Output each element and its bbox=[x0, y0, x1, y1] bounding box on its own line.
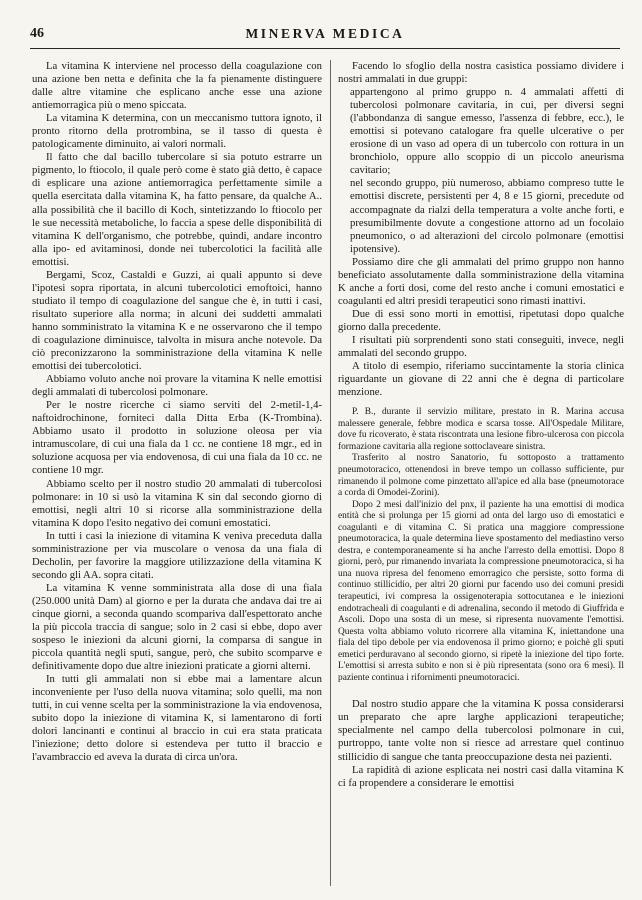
paragraph: Il fatto che dal bacillo tubercolare si sia potuto estrarre un pigmento, lo ftiocolo, il quale però come è stato già detto, è capace di esplicare una azione antiemorragica perfettamente simile a quella esercitata dalla vitamina K, ha fatto pensare, da qualche A.. alla possibilità che il bacillo di Koch, sintetizzando lo ftiocolo per le sue necessità metaboliche, lo faccia a spese delle disponibilità di vitamina K dell'organismo, che potrebbe, quindi, andare incontro alla ipo- ed avitaminosi, donde nei tubercolotici la facilità alle emottisi. bbox=[32, 151, 322, 268]
case-report-paragraph: Dopo 2 mesi dall'inizio del pnx, il paziente ha una emottisi di modica entità che si prolunga per 15 giorni ad onta del largo uso di emostatici e coagulanti e di vitamina C. Si pratica una maggiore compressione pneumotoracica, la quale determina lieve spostamento del mediastino verso destra, e contemporaneamente si ha anche l'arresto della emottisi. Dopo 8 giorni, però, pur rimanendo invariata la compressione pneumotoracica, si ha una nuova ripresa del fenomeno emorragico che persiste, sotto forma di continuo stillicidio, per altri 20 giorni pur facendo uso dei comuni presidi terapeutici, ivi compresa la ossigenoterapia sottocutanea e le iniezioni endotracheali di coagulanti e di adrenalina, secondo il metodo di Giuffrida e Ascoli. Dopo una sosta di un mese, si ripresenta nuovamente l'emottisi. Questa volta abbiamo voluto ricorrere alla vitamina K, iniettandone una fiala del tipo debole per via endovenosa il primo giorno; e poichè gli sputi emetici perduravano al secondo giorno, si ripetè la iniezione del tipo forte. L'emottisi si arresta subito e non si è più ripresentata (sono ora 6 mesi). Il paziente continua i rifornimenti pneumotoracici. bbox=[338, 499, 624, 683]
paragraph: Abbiamo voluto anche noi provare la vitamina K nelle emottisi degli ammalati di tubercolosi polmonare. bbox=[32, 373, 322, 399]
paragraph: La vitamina K interviene nel processo della coagulazione con una azione ben netta e definita che la fa pienamente distinguere dalle altre vitamine che esplicano anche esse una azione antiemorragica più o meno spiccata. bbox=[32, 60, 322, 112]
paragraph: Facendo lo sfoglio della nostra casistica possiamo dividere i nostri ammalati in due gruppi: bbox=[338, 60, 624, 86]
paragraph: In tutti i casi la iniezione di vitamina K veniva preceduta dalla somministrazione per via muscolare o venosa da una fiala di Decholin, per favorire la maggiore utilizzazione della vitamina K secondo gli AA. sopra citati. bbox=[32, 529, 322, 581]
paragraph: A titolo di esempio, riferiamo succintamente la storia clinica riguardante un giovane di 22 anni che è degna di particolare menzione. bbox=[338, 360, 624, 399]
conclusion-paragraph: La rapidità di azione esplicata nei nostri casi dalla vitamina K ci fa propendere a considerare le emottisi bbox=[338, 763, 624, 789]
paragraph: Bergami, Scoz, Castaldi e Guzzi, ai quali appunto si deve l'ipotesi sopra riportata, in alcuni tubercolotici emoftoici, hanno studiato il tempo di coagulazione del sangue che è, in tutti i casi, risultato superiore alla norma; in alcuni dei suddetti ammalati hanno somministrato la vitamina K e ne osservarono che il tempo di coagulazione diminuisce, talvolta in misura anche notevole. Da ciò preconizzarono la somministrazione della vitamina K nelle emottisi dei tubercolotici. bbox=[32, 268, 322, 373]
paragraph: Abbiamo scelto per il nostro studio 20 ammalati di tubercolosi polmonare: in 10 si usò la vitamina K sin dal secondo giorno di emottisi, negli altri 10 si ricorse alla somministrazione della vitamina K dopo l'esito negativo dei comuni emostatici. bbox=[32, 477, 322, 529]
paragraph: La vitamina K venne somministrata alla dose di una fiala (250.000 unità Dam) al giorno e per la durata che andava dai tre ai cinque giorni, a seconda quando scompariva dall'espettorato anche la più piccola traccia di sangue; solo in 2 casi si ebbe, dopo aver sospeso le iniezioni da alcuni giorni, la comparsa di sangue in piccola quantità negli sputi, sangue, però, che subito scomparve e definitivamente dopo due altre iniezioni praticate a giorni alterni. bbox=[32, 581, 322, 673]
header-rule bbox=[30, 48, 620, 49]
paragraph: Per le nostre ricerche ci siamo serviti del 2-metil-1,4-naftoidrochinone, forniteci dalla Ditta Erba (K-Trombina). Abbiamo usato il prodotto in soluzione oleosa per via intramuscolare, di cui una fiala da 1 cc. ne contiene 18 mgr., ed in soluzione acquosa per via endovenosa, di cui una fiala da 10 cc. ne contiene 10 mgr. bbox=[32, 399, 322, 477]
page-header bbox=[30, 26, 620, 48]
case-report-paragraph: Trasferito al nostro Sanatorio, fu sottoposto a trattamento pneumotoracico, ottenendosi in breve tempo un collasso sufficiente, pur rimanendo il polmone come pinzettato all'apice ed alla base (pneumotorace a corda di Omodei-Zorini). bbox=[338, 453, 624, 499]
paragraph: I risultati più sorprendenti sono stati conseguiti, invece, negli ammalati del secondo gruppo. bbox=[338, 333, 624, 360]
page-number: 46 bbox=[30, 26, 44, 41]
left-column bbox=[32, 60, 322, 765]
journal-title: MINERVA MEDICA bbox=[245, 26, 405, 41]
group-two-description: nel secondo gruppo, più numeroso, abbiamo compreso tutte le emottisi discrete, persistenti per 4, 8 e 15 giorni, precedute od accompagnate da rialzi della temperatura a volte anche forti, e presumibilmente dovute a congestione attorno ad un focolaio pneumonico, o ad alterazioni del circolo polmonare (emottisi ipotensive). bbox=[350, 177, 624, 255]
conclusion-paragraph: Dal nostro studio appare che la vitamina K possa considerarsi un preparato che apre larghe applicazioni terapeutiche; specialmente nel campo della tubercolosi polmonare in cui, purtroppo, tante volte non si riesce ad arrestare quel continuo stillicidio di sangue che tanta preoccupazione desta nei pazienti. bbox=[338, 698, 624, 763]
case-report bbox=[338, 407, 624, 684]
right-column bbox=[338, 60, 624, 790]
paragraph: Due di essi sono morti in emottisi, ripetutasi dopo qualche giorno dalla precedente. bbox=[338, 307, 624, 333]
column-divider bbox=[330, 60, 331, 886]
paragraph: Possiamo dire che gli ammalati del primo gruppo non hanno beneficiato assolutamente dalla somministrazione della vitamina K anche a forti dosi, come del resto anche i comuni emostatici e coagulanti ed altri presidi terapeutici sono rimasti inattivi. bbox=[338, 255, 624, 307]
group-one-description: appartengono al primo gruppo n. 4 ammalati affetti di tubercolosi polmonare cavitaria, in cui, per diversi segni (l'abbondanza di sangue emesso, l'assenza di febbre, ecc.), le emottisi si potevano catalogare fra quelle ulcerative o per erosione di un vaso ad opera di un tubercolo con rottura in un bronchiolo, oppure allo scoppio di un piccolo aneurisma cavitario; bbox=[350, 86, 624, 177]
paragraph: La vitamina K determina, con un meccanismo tuttora ignoto, il pronto ritorno della protrombina, se il tasso di questa è patologicamente diminuito, ai valori normali. bbox=[32, 112, 322, 151]
case-report-paragraph: P. B., durante il servizio militare, prestato in R. Marina accusa malessere generale, febbre modica e scarsa tosse. All'Ospedale Militare, dove fu ricoverato, è stata riscontrata una lesione fibro-ulcerosa con piccola formazione cavitaria alla regione sottoclaveare sinistra. bbox=[338, 407, 624, 452]
paragraph: In tutti gli ammalati non si ebbe mai a lamentare alcun inconveniente per l'uso della nuova vitamina; solo quelli, ma non tutti, in cui venne scelta per la somministrazione la via endovenosa, subito dopo la iniezione di vitamina K, si lamentarono di forti dolori lancinanti e continui al braccio in cui era stata praticata l'iniezione; detto dolore si estendeva per tutto il braccio e l'avambraccio ed aveva la durata di circa un'ora. bbox=[32, 673, 322, 764]
